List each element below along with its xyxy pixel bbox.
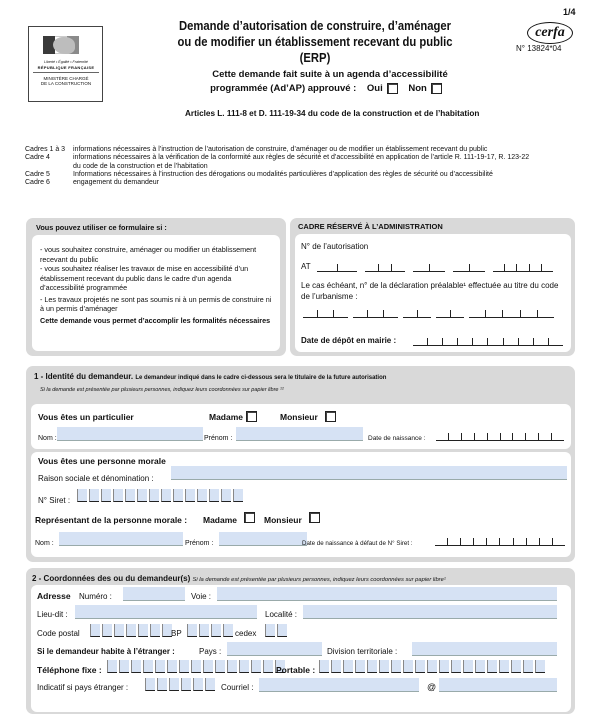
cp-label: Code postal (37, 629, 80, 638)
monsieur-label: Monsieur (280, 412, 318, 422)
indicatif-boxes[interactable] (145, 678, 215, 691)
prenom-2-label: Prénom : (185, 540, 214, 547)
usage-panel (26, 218, 286, 356)
logo-republic: RÉPUBLIQUE FRANÇAISE (37, 65, 95, 70)
madame-2-label: Madame (203, 515, 238, 525)
cadre-row (25, 179, 575, 187)
non-label: Non (408, 83, 427, 94)
madame-2-checkbox[interactable] (244, 512, 255, 523)
adresse-label: Adresse (37, 591, 71, 601)
at-sign: @ (427, 682, 437, 692)
cadre-key: Cadre 6 (25, 179, 50, 187)
monsieur-2-checkbox[interactable] (309, 512, 320, 523)
section-2-panel (26, 568, 575, 714)
etranger-label: Si le demandeur habite à l’étranger : (37, 647, 175, 656)
cadre-row (25, 163, 575, 171)
siret-box[interactable] (161, 489, 171, 502)
siret-box[interactable] (233, 489, 243, 502)
birthdate-boxes[interactable] (436, 433, 564, 441)
usage-title: Vous pouvez utiliser ce formulaire si : (36, 223, 167, 232)
courriel-label: Courriel : (221, 683, 254, 692)
cadre-key (25, 163, 73, 171)
siret-box[interactable] (137, 489, 147, 502)
lieudit-label: Lieu-dit : (37, 610, 68, 619)
siret-box[interactable] (77, 489, 87, 502)
prenom-label: Prénom : (204, 435, 233, 442)
at-boxes-5[interactable] (493, 264, 553, 272)
raison-label: Raison sociale et dénomination : (38, 474, 154, 483)
siret-box[interactable] (101, 489, 111, 502)
siret-box[interactable] (89, 489, 99, 502)
cadre-row (25, 146, 575, 154)
adap-question: Cette demande fait suite à un agenda d’accessibilité programmée (Ad’AP) approuvé : Oui Non (210, 69, 448, 94)
section-2-title: 2 - Coordonnées des ou du demandeur(s) Si la demande est présentée par plusieurs personnes, indiquez leurs coordonnées sur papier libre¹ (32, 574, 446, 583)
madame-checkbox[interactable] (246, 411, 257, 422)
nom-label: Nom : (38, 435, 57, 442)
cedex-label: cedex (235, 629, 257, 638)
tel-label: Téléphone fixe : (37, 665, 102, 675)
siret-label: N° Siret : (38, 496, 71, 505)
division-label: Division territoriale : (327, 647, 398, 656)
cadre-row (25, 171, 575, 179)
filing-date-label: Date de dépôt en mairie : (301, 336, 397, 345)
page-title: Demande d’autorisation de construire, d’aménager ou de modifier un établissement recevant du public (ERP) (177, 19, 453, 65)
cadre-text: informations nécessaires à la vérification de la conformité aux règles de sécurité et d’accessibilité en application de l’article R. 111-19-17, R. 123-22 (73, 154, 530, 162)
usage-bullet-3: - Les travaux projetés ne sont pas soumis ni à un permis de construire ni à un permis d’aménager (40, 294, 272, 313)
nom-2-input[interactable] (59, 532, 183, 546)
admin-box (295, 234, 571, 352)
monsieur-2-label: Monsieur (264, 515, 302, 525)
nom-input[interactable] (57, 427, 203, 441)
decl-boxes-3[interactable] (403, 310, 431, 318)
at-boxes-1[interactable] (317, 264, 357, 272)
siret-box[interactable] (113, 489, 123, 502)
decl-boxes-1[interactable] (303, 310, 348, 318)
raison-input[interactable] (171, 466, 567, 480)
cedex-boxes[interactable] (265, 624, 287, 637)
decl-boxes-5[interactable] (469, 310, 554, 318)
cadre-text: engagement du demandeur (73, 179, 160, 187)
section-1-panel (26, 366, 575, 562)
cadres-list (25, 146, 575, 187)
cadre-text: du code de la construction et de l’habitation (73, 162, 208, 170)
authorization-number-label: N° de l’autorisation (301, 242, 369, 251)
portable-boxes[interactable] (319, 660, 545, 673)
filing-date-boxes[interactable] (413, 338, 563, 346)
voie-input[interactable] (217, 587, 557, 601)
cadre-text: informations nécessaires à l’instruction de l’autorisation de construire, d’aménager ou de modifier un établissement recevant du public (73, 146, 488, 153)
birthdate-label: Date de naissance : (368, 435, 426, 442)
cadre-key: Cadre 4 (25, 154, 50, 162)
cerfa-number: N° 13824*04 (516, 44, 562, 53)
coordinates-box (31, 585, 571, 712)
non-checkbox[interactable] (431, 83, 442, 94)
birthdate-2-boxes[interactable] (435, 538, 565, 546)
siret-box[interactable] (197, 489, 207, 502)
usage-bullet-2: - vous souhaitez réaliser les travaux de mise en accessibilité d’un établissement recevant du public dans le cadre d’un agenda d’accessibilité programmée (40, 264, 249, 292)
particulier-label: Vous êtes un particulier (38, 412, 134, 422)
siret-box[interactable] (221, 489, 231, 502)
birthdate-2-label: Date de naissance à défaut de N° Siret : (302, 540, 413, 547)
at-boxes-4[interactable] (453, 264, 485, 272)
cadre-key: Cadres 1 à 3 (25, 146, 66, 153)
usage-conclusion: Cette demande vous permet d’accomplir les formalités nécessaires (40, 315, 271, 325)
localite-input[interactable] (303, 605, 557, 619)
siret-box[interactable] (209, 489, 219, 502)
at-boxes-3[interactable] (413, 264, 445, 272)
division-input[interactable] (412, 642, 557, 656)
cadre-text: Informations nécessaires à l’instruction des dérogations ou modalités particulières d’application des règles de sécurité ou d’accessibilité (73, 170, 493, 178)
oui-label: Oui (366, 83, 383, 94)
numero-label: Numéro : (79, 592, 112, 601)
nom-2-label: Nom : (35, 540, 54, 547)
at-boxes-2[interactable] (365, 264, 405, 272)
siret-box[interactable] (173, 489, 183, 502)
indicatif-label: Indicatif si pays étranger : (37, 683, 129, 692)
logo-ministry: MINISTÈRE CHARGÉ DE LA CONSTRUCTION (40, 76, 92, 87)
siret-box[interactable] (185, 489, 195, 502)
localite-label: Localité : (265, 610, 298, 619)
voie-label: Voie : (191, 592, 212, 601)
particulier-box (31, 404, 571, 449)
cadre-row (25, 154, 575, 162)
republic-logo (28, 26, 103, 102)
siret-boxes[interactable] (77, 489, 243, 502)
page-number: 1/4 (563, 7, 576, 17)
siret-box[interactable] (149, 489, 159, 502)
cp-boxes[interactable] (90, 624, 172, 637)
morale-label: Vous êtes une personne morale (38, 456, 166, 466)
representant-label: Représentant de la personne morale : (35, 515, 188, 525)
prenom-input[interactable] (236, 427, 363, 441)
tel-boxes[interactable] (107, 660, 285, 673)
articles-reference: Articles L. 111-8 et D. 111-19-34 du code de la construction et de l’habitation (185, 109, 480, 118)
madame-label: Madame (209, 412, 244, 422)
bp-label: BP (171, 629, 182, 638)
numero-input[interactable] (123, 587, 185, 601)
morale-box (31, 452, 571, 557)
prior-declaration-label: Le cas échéant, n° de la déclaration préalable¹ effectuée au titre du code de l’urbanisme : (301, 281, 559, 301)
portable-label: Portable : (276, 665, 316, 675)
decl-boxes-2[interactable] (353, 310, 398, 318)
oui-checkbox[interactable] (387, 83, 398, 94)
email-domain-input[interactable] (439, 678, 557, 692)
section-1-title: 1 - Identité du demandeur. Le demandeur indiqué dans le cadre ci-dessous sera le titulaire de la future autorisation (34, 372, 387, 381)
admin-title: CADRE RÉSERVÉ À L’ADMINISTRATION (298, 222, 443, 231)
pays-input[interactable] (227, 642, 322, 656)
cerfa-logo: cerfa (527, 22, 573, 44)
marianne-icon (37, 33, 95, 57)
admin-panel (290, 218, 575, 356)
monsieur-checkbox[interactable] (325, 411, 336, 422)
usage-box (32, 235, 280, 351)
cadre-key: Cadre 5 (25, 170, 50, 178)
bp-boxes[interactable] (187, 624, 233, 637)
siret-box[interactable] (125, 489, 135, 502)
usage-bullet-1: - vous souhaitez construire, aménager ou modifier un établissement recevant du public (40, 245, 257, 264)
at-label: AT (301, 262, 311, 271)
pays-label: Pays : (199, 647, 222, 656)
email-user-input[interactable] (259, 678, 419, 692)
lieudit-input[interactable] (75, 605, 257, 619)
decl-boxes-4[interactable] (436, 310, 464, 318)
logo-divider (33, 72, 99, 73)
logo-motto: Liberté • Égalité • Fraternité (44, 60, 88, 64)
prenom-2-input[interactable] (219, 532, 307, 546)
section-1-note: Si la demande est présentée par plusieurs personnes, indiquez leurs coordonnées sur papier libre ¹² (40, 387, 284, 393)
